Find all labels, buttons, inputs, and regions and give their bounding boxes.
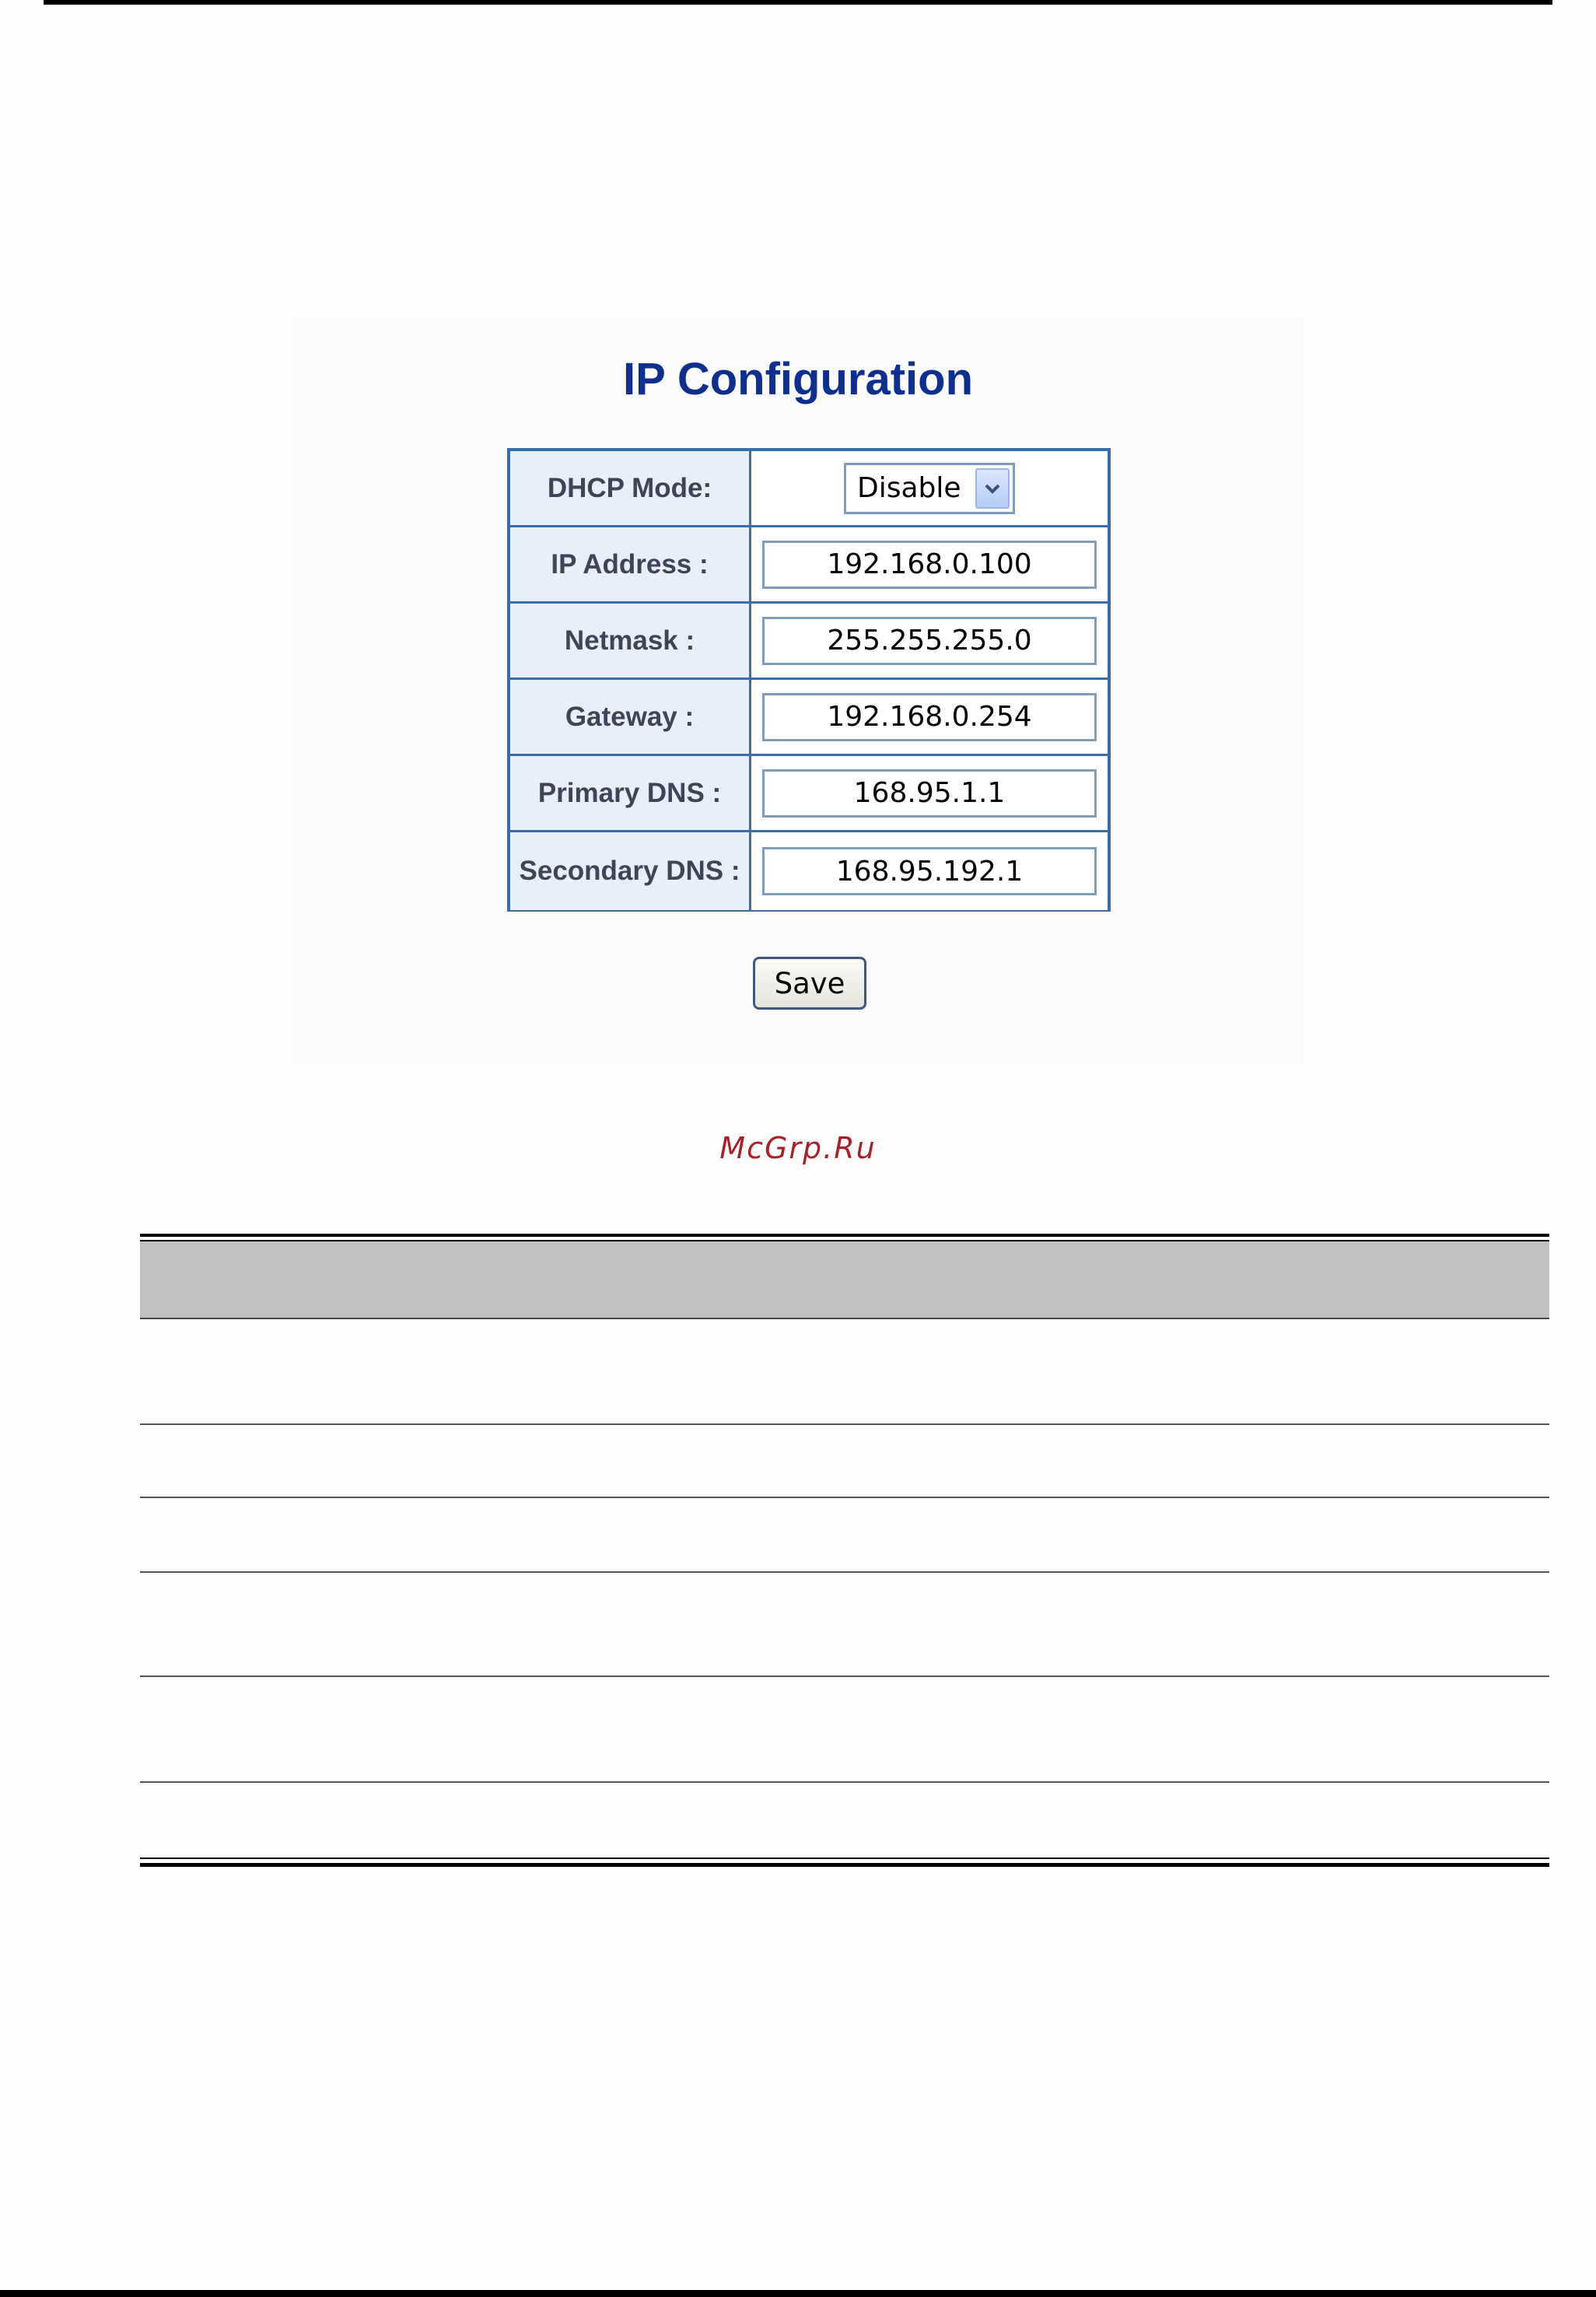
dhcp-mode-value: Disable <box>857 471 961 504</box>
chevron-down-icon[interactable] <box>975 468 1010 509</box>
table-row <box>140 1425 1549 1498</box>
save-button[interactable]: Save <box>753 957 866 1010</box>
table-header <box>140 1241 1549 1319</box>
secondary-dns-row <box>510 832 1108 910</box>
dhcp-mode-label: DHCP Mode: <box>510 451 751 525</box>
table-row <box>140 1498 1549 1573</box>
dhcp-mode-select[interactable] <box>844 463 1015 514</box>
primary-dns-row <box>510 756 1108 832</box>
table-row <box>140 1319 1549 1425</box>
gateway-row <box>510 680 1108 756</box>
top-rule <box>44 0 1552 5</box>
primary-dns-input[interactable]: 168.95.1.1 <box>762 769 1097 818</box>
table-bottom-border <box>140 1858 1549 1867</box>
gateway-input[interactable]: 192.168.0.254 <box>762 693 1097 741</box>
ip-configuration-panel <box>292 317 1304 1064</box>
ip-address-label: IP Address : <box>510 527 751 601</box>
netmask-input[interactable]: 255.255.255.0 <box>762 617 1097 665</box>
netmask-label: Netmask : <box>510 604 751 678</box>
bottom-rule <box>0 2290 1596 2297</box>
ip-address-row <box>510 527 1108 604</box>
table-top-border <box>140 1234 1549 1241</box>
panel-title: IP Configuration <box>622 354 973 404</box>
gateway-label: Gateway : <box>510 680 751 754</box>
secondary-dns-input[interactable]: 168.95.192.1 <box>762 847 1097 895</box>
watermark-text: McGrp.Ru <box>719 1131 877 1165</box>
netmask-row <box>510 604 1108 680</box>
ip-address-input[interactable]: 192.168.0.100 <box>762 541 1097 589</box>
primary-dns-label: Primary DNS : <box>510 756 751 830</box>
table-row <box>140 1573 1549 1677</box>
dhcp-mode-row <box>510 451 1108 527</box>
table-row <box>140 1783 1549 1858</box>
secondary-dns-label: Secondary DNS : <box>510 832 751 910</box>
table-row <box>140 1677 1549 1783</box>
ip-config-table <box>507 448 1111 912</box>
